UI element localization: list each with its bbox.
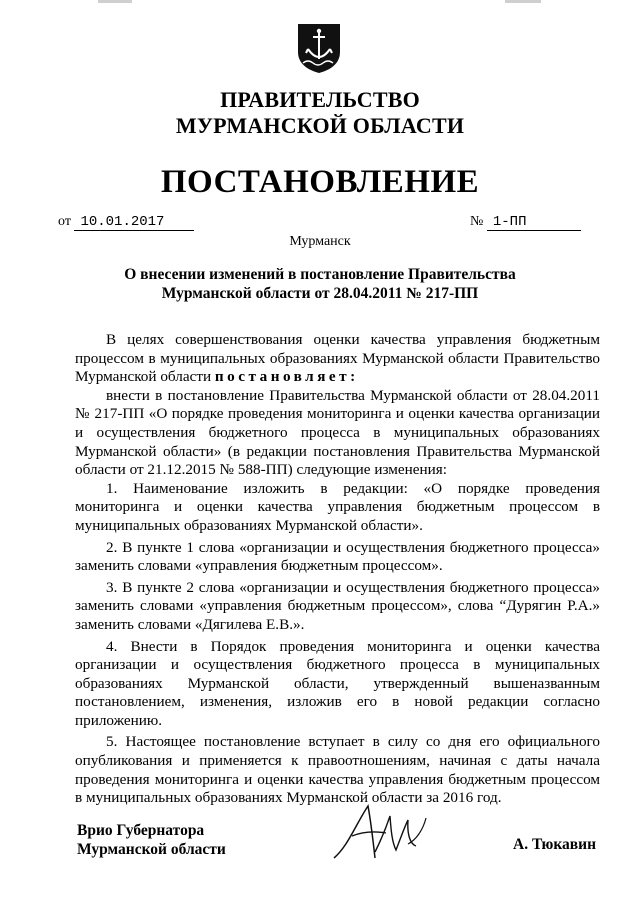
body-intro bbox=[75, 331, 600, 387]
government-name-line2: МУРМАНСКОЙ ОБЛАСТИ bbox=[175, 113, 465, 138]
body-item-3: 3. В пункте 2 слова «организации и осуществления бюджетного процесса» заменить словами «управления бюджетным процессом», слова “Дурягин Р.А.» заменить словами «Дягилева Е.В.». bbox=[75, 578, 600, 633]
date-prefix: от bbox=[58, 214, 71, 229]
subject-line1: О внесении изменений в постановление Правительства bbox=[124, 266, 516, 283]
body-item-5: 5. Настоящее постановление вступает в силу со дня его официального опубликования и применяется к правоотношениям, начиная с даты начала проведения мониторинга и оценки качества управления бюджетным процессом в муниципальных образованиях Мурманской области за 2016 год. bbox=[75, 733, 600, 807]
scan-edge-mark-right bbox=[505, 0, 541, 3]
coat-of-arms-icon bbox=[297, 22, 341, 74]
document-date bbox=[58, 212, 194, 232]
signatory-position bbox=[77, 821, 226, 859]
number-value: 1-ПП bbox=[487, 214, 581, 231]
number-prefix: № bbox=[470, 214, 484, 229]
body-lead: внести в постановление Правительства Мурманской области от 28.04.2011 № 217-ПП «О порядке проведения мониторинга и оценки качества организации и осуществления бюджетного процесса в муниципальных образованиях Мурманской области» (в редакции постановления Правительства Мурманской области от 21.12.2015 № 588-ПП) следующие изменения: bbox=[75, 386, 600, 479]
date-value: 10.01.2017 bbox=[74, 214, 194, 231]
government-name-line1: ПРАВИТЕЛЬСТВО bbox=[220, 87, 420, 112]
document-body bbox=[75, 331, 600, 808]
handwritten-signature bbox=[326, 800, 431, 862]
signatory-name: А. Тюкавин bbox=[513, 836, 597, 853]
scan-edge-mark-left bbox=[98, 0, 132, 3]
document-subject bbox=[0, 265, 640, 303]
subject-line2: Мурманской области от 28.04.2011 № 217-ПП bbox=[161, 285, 479, 302]
intro-text: В целях совершенствования оценки качества управления бюджетным процессом в муниципальных образованиях Мурманской области Правительство Мурманской области bbox=[75, 331, 600, 386]
position-line1: Врио Губернатора bbox=[77, 822, 205, 839]
document-number bbox=[470, 212, 581, 232]
decree-word: постановляет: bbox=[214, 368, 359, 386]
document-type: ПОСТАНОВЛЕНИЕ bbox=[160, 164, 480, 200]
document-city: Мурманск bbox=[289, 234, 351, 249]
body-item-4: 4. Внести в Порядок проведения мониторинга и оценки качества организации и осуществления бюджетного процесса в муниципальных образованиях Мурманской области, утвержденный вышеназванным постановлением, изменения, изложив его в новой редакции согласно приложению. bbox=[75, 637, 600, 729]
position-line2: Мурманской области bbox=[77, 841, 226, 858]
body-item-2: 2. В пункте 1 слова «организации и осуществления бюджетного процесса» заменить словами «управления бюджетным процессом». bbox=[75, 538, 600, 575]
body-item-1: 1. Наименование изложить в редакции: «О порядке проведения мониторинга и оценки качества управления бюджетным процессом в муниципальных образованиях Мурманской области». bbox=[75, 479, 600, 534]
